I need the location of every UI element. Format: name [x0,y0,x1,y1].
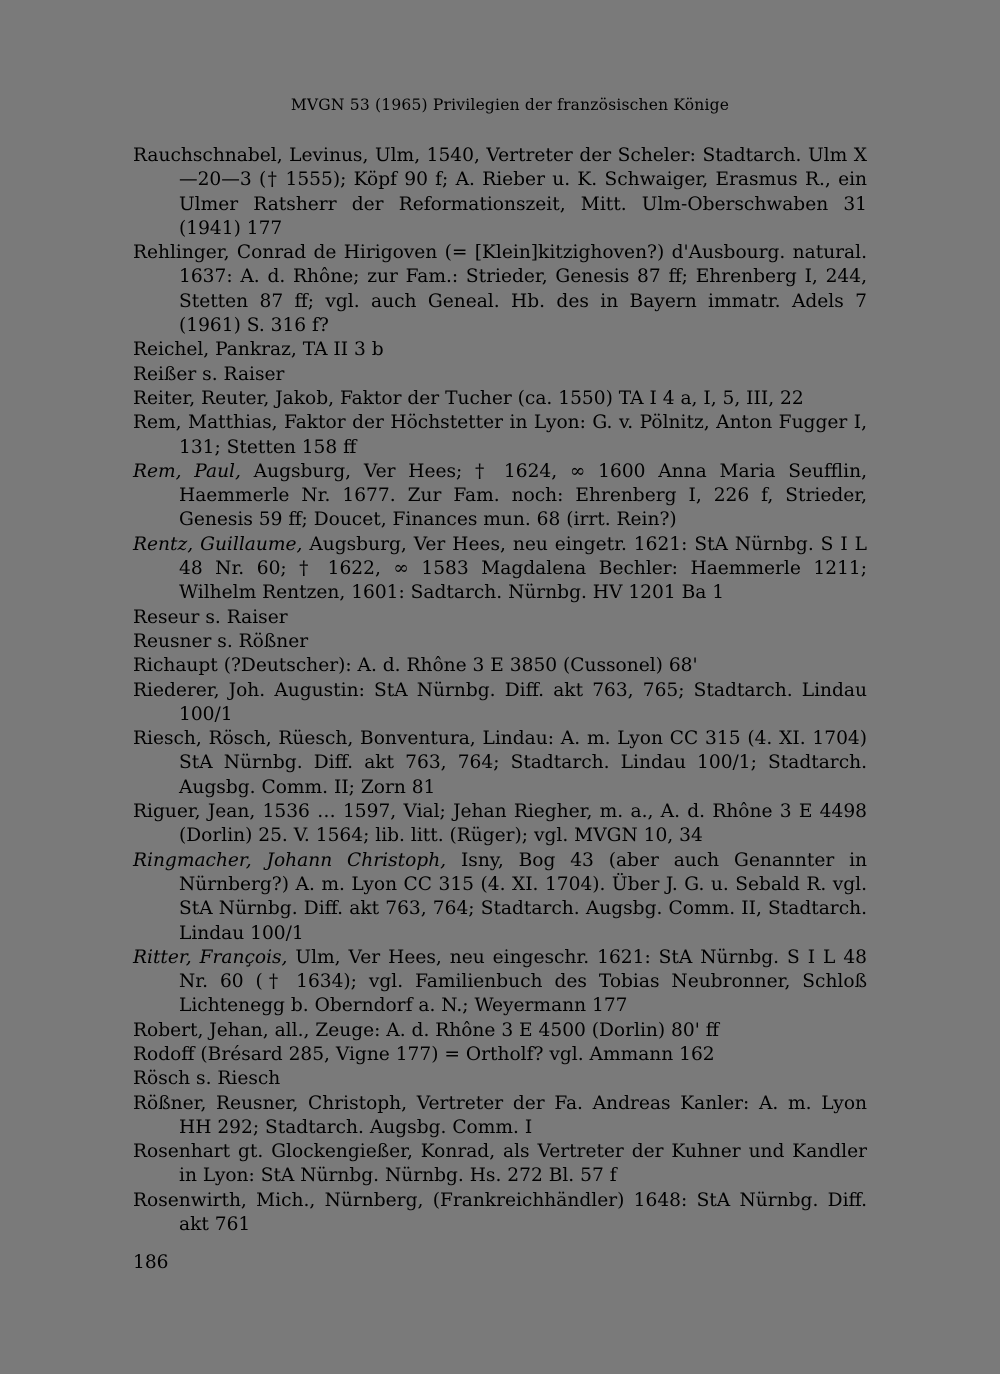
entry-headword: Rem, Matthias, [133,412,278,434]
entry-headword: Rodoff [133,1043,195,1065]
running-head: MVGN 53 (1965) Privilegien der französischen Könige [290,96,730,114]
entry-headword: Robert, Jehan, [133,1019,269,1041]
index-entry [133,1043,867,1067]
index-entry [133,1019,867,1043]
entry-text: (?Deutscher): A. d. Rhône 3 E 3850 (Cussonel) 68' [217,655,698,677]
entry-headword: Rösch [133,1068,191,1090]
entry-headword: Reusner [133,630,212,652]
index-entry [133,849,867,946]
index-entry [133,241,867,338]
entry-headword: Riederer, Joh. Augustin: [133,679,365,701]
entry-text: (= [Klein]kitzighoven?) d'Ausbourg. natural. 1637: A. d. Rhône; zur Fam.: Strieder, Genesis 87 ff; Ehrenberg I, 244, Stetten 87 ff; vgl. auch Geneal. Hb. des in Bayern immatr. Adels 7 (1961) S. 316 f? [179,242,868,337]
entry-text: all., Zeuge: A. d. Rhône 3 E 4500 (Dorlin) 80' ff [268,1019,719,1041]
entry-headword: Rem, Paul, [133,460,241,482]
entry-text: Augsburg, Ver Hees; † 1624, ∞ 1600 Anna Maria Seufflin, Haemmerle Nr. 1677. Zur Fam. noch: Ehrenberg I, 226 f, Strieder, Genesis 59 ff; Doucet, Finances mun. 68 (irrt. Rein?) [179,460,867,531]
index-entry [133,387,867,411]
index-entry [133,338,867,362]
entry-text: Isny, Bog 43 (aber auch Genannter in Nürnberg?) A. m. Lyon CC 315 (4. XI. 1704). Über J. G. u. Sebald R. vgl. StA Nürnbg. Diff. akt 763, 764; Stadtarch. Augsbg. Comm. II, Stadtarch. Lindau 100/1 [179,849,868,944]
entry-text: Ulm, 1540, Vertreter der Scheler: Stadtarch. Ulm X—20—3 († 1555); Köpf 90 f; A. Rieber u. K. Schwaiger, Erasmus R., ein Ulmer Ratsherr der Reformationszeit, Mitt. Ulm-Oberschwaben 31 (1941) 177 [179,145,867,239]
entry-headword: Rosenhart gt. Glockengießer, Konrad, [133,1141,496,1163]
entry-text: Ulm, Ver Hees, neu eingeschr. 1621: StA Nürnbg. S I L 48 Nr. 60 († 1634); vgl. Familienbuch des Tobias Neubronner, Schloß Lichtenegg b. Oberndorf a. N.; Weyermann 177 [179,946,867,1017]
index-entry [133,460,867,533]
index-entry [133,411,867,460]
entry-text: Augsburg, Ver Hees, neu eingetr. 1621: StA Nürnbg. S I L 48 Nr. 60; † 1622, ∞ 1583 Magdalena Bechler: Haemmerle 1211; Wilhelm Rentzen, 1601: Sadtarch. Nürnbg. HV 1201 Ba 1 [179,533,868,604]
entry-text: s. Rößner [211,630,309,652]
entry-headword: Rentz, Guillaume, [133,533,303,555]
index-entry [133,946,867,1019]
index-entry [133,800,867,849]
entry-headword: Ringmacher, Johann Christoph, [133,849,447,871]
index-entry [133,1067,867,1091]
page-number: 186 [133,1252,169,1273]
index-entry [133,630,867,654]
index-entry [133,363,867,387]
entry-headword: Ritter, François, [133,946,288,968]
entry-headword: Rehlinger, Conrad de Hirigoven [133,242,438,264]
index-entry [133,654,867,678]
entry-text: Vertreter der Fa. Andreas Kanler: A. m. Lyon HH 292; Stadtarch. Augsbg. Comm. I [179,1092,867,1138]
index-entry [133,606,867,630]
entry-text: TA II 3 b [296,339,384,361]
index-entry [133,1092,867,1141]
index-entry [133,533,867,606]
entry-headword: Reißer [133,363,197,385]
entry-text: s. Raiser [199,606,288,628]
entry-headword: Richaupt [133,655,218,677]
entry-text: 1536 … 1597, Vial; Jehan Riegher, m. a., A. d. Rhône 3 E 4498 (Dorlin) 25. V. 1564; lib. litt. (Rüger); vgl. MVGN 10, 34 [179,801,867,847]
entry-headword: Rößner, Reusner, Christoph, [133,1092,408,1114]
entry-text: StA Nürnbg. Diff. akt 763, 765; Stadtarch. Lindau 100/1 [179,679,867,725]
entry-headword: Reichel, Pankraz, [133,339,297,361]
entry-text: als Vertreter der Kuhner und Kandler in Lyon: StA Nürnbg. Nürnbg. Hs. 272 Bl. 57 f [179,1141,867,1187]
index-entry [133,1140,867,1189]
entry-text: Faktor der Höchstetter in Lyon: G. v. Pölnitz, Anton Fugger I, 131; Stetten 158 ff [179,412,867,458]
entry-text: s. Riesch [190,1068,281,1090]
index-entry [133,727,867,800]
entry-text: Lindau: A. m. Lyon CC 315 (4. XI. 1704) StA Nürnbg. Diff. akt 763, 764; Stadtarch. Lindau 100/1; Stadtarch. Augsbg. Comm. II; Zorn 81 [179,728,867,798]
entry-headword: Reiter, Reuter, Jakob, [133,387,335,409]
index-entry [133,679,867,728]
entry-headword: Reseur [133,606,200,628]
entry-headword: Rosenwirth, Mich., [133,1189,316,1211]
entry-text: Nürnberg, (Frankreichhändler) 1648: StA Nürnbg. Diff. akt 761 [179,1189,867,1236]
index-entry-list [133,144,867,1237]
entry-headword: Rauchschnabel, Levinus, [133,145,369,166]
index-entry [133,144,867,241]
entry-headword: Riesch, Rösch, Rüesch, Bonventura, [133,728,476,750]
entry-headword: Riguer, Jean, [133,801,256,823]
entry-text: (Brésard 285, Vigne 177) = Ortholf? vgl. Ammann 162 [194,1043,715,1065]
entry-text: Faktor der Tucher (ca. 1550) TA I 4 a, I, 5, III, 22 [334,387,804,409]
entry-text: s. Raiser [196,363,285,385]
index-entry [133,1189,867,1238]
